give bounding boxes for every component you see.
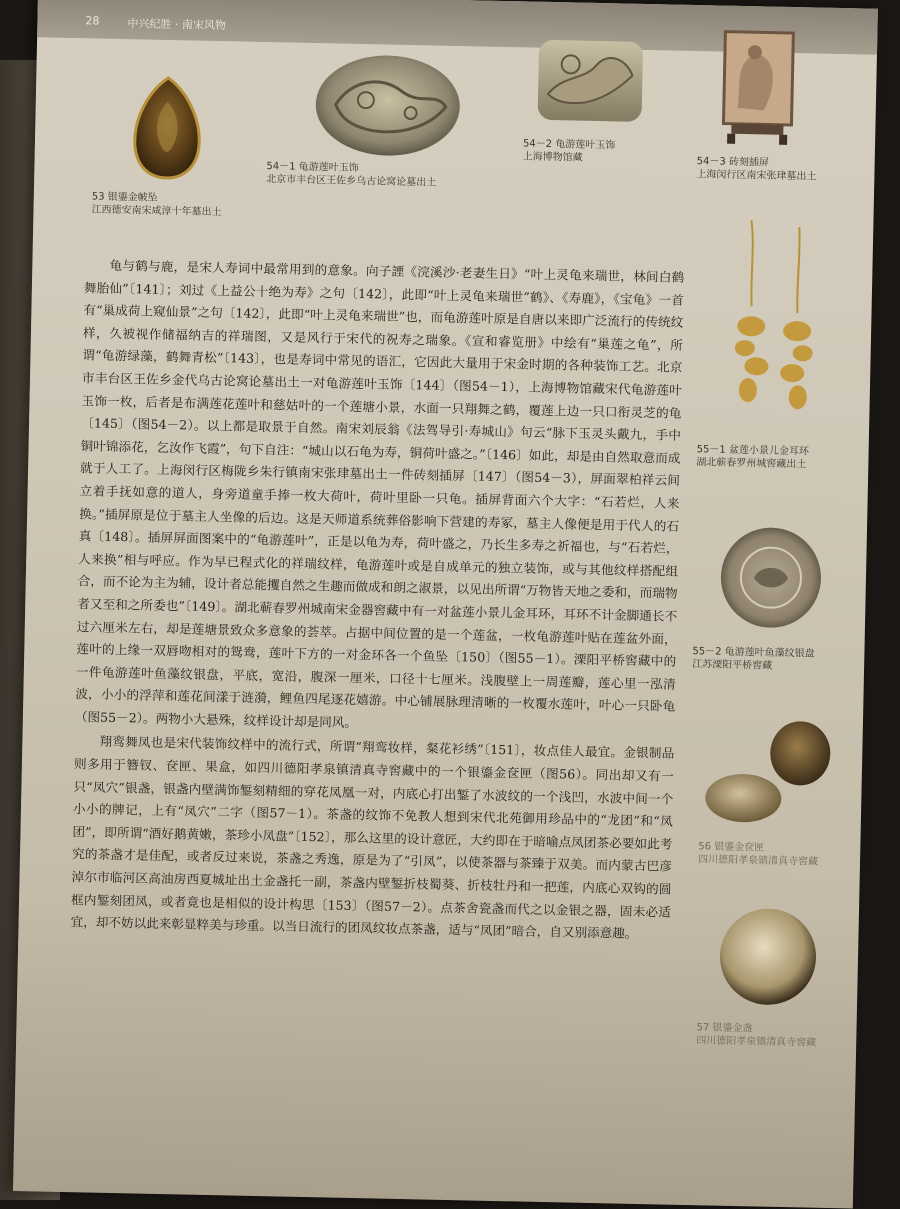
- gilt-silver-box-image: [703, 715, 835, 828]
- figure-54-2-caption: [523, 137, 616, 165]
- page-number: 28: [85, 14, 100, 28]
- figure-57-source: 四川德阳孝泉镇清真寺窖藏: [696, 1035, 817, 1049]
- figure-56-caption: [698, 840, 819, 869]
- figure-54-1-caption: [266, 160, 437, 190]
- figure-54-1-title: 54－1 龟游莲叶玉饰: [266, 161, 359, 174]
- body-paragraph: 翔鸾舞凤也是宋代装饰纹样中的流行式，所谓“翔鸾妆样，粲花衫绣”〔151〕，妆点佳人最宜。金银制品则多用于簪钗、奁匣、果盒，如四川德阳孝泉镇清真寺窖藏中的一个银鎏金奁匣（图56）。同出却又有一只“凤穴”银盏，银盏内壁满饰錾刻精细的穿花凤凰一对，内底心打出錾了水波纹的一个浅凹，水波中间一个小小的牌记，上有“凤穴”二字（图57－1）。茶盏的纹饰不免教人想到宋代北苑御用珍品中的“龙团”和“凤团”，即所谓“酒好鹅黄嫩，茶珍小凤盘”〔152〕，那么这里的设计意匠，大约即在于暗喻点凤团茶必要如此考究的茶盏才是佳配，或者反过来说，茶盏之秀逸，原是为了“引凤”，以使茶器与茶臻于双美。而内蒙古巴彦淖尔市临河区高油房西夏城址出土金盏托一副，茶盏内壁錾折枝蜀葵、折枝牡丹和一把莲，内底心双钩的圆框内錾刻团凤，或者竟也是相似的设计构思〔153〕（图57－2）。点茶舍瓷盏而代之以金银之器，固未必适宜，却不妨以此来彰显粹美与珍重。以当日流行的团凤纹妆点茶盏，适与“凤团”暗合，自又别添意趣。: [70, 734, 675, 942]
- figure-55-2-source: 江苏溧阳平桥窖藏: [692, 659, 773, 672]
- silver-plate-image: [717, 524, 825, 632]
- gilt-silver-pendant-image: [126, 71, 208, 183]
- figure-53-title: 53 银鎏金帔坠: [91, 191, 158, 204]
- figure-53-caption: [91, 190, 222, 219]
- figure-54-1-source: 北京市丰台区王佐乡乌古论窝论墓出土: [266, 174, 437, 189]
- figure-55-1-source: 湖北蕲春罗州城窖藏出土: [696, 457, 807, 471]
- running-title: 中兴纪胜 · 南宋风物: [127, 17, 227, 33]
- article-body: [70, 254, 684, 946]
- figure-55-1-title: 55－1 盆莲小景儿金耳环: [696, 444, 809, 458]
- figure-54-3-caption: [696, 155, 817, 184]
- gilt-silver-cup-image: [717, 906, 819, 1008]
- jade-ornament-2-image: [533, 34, 647, 128]
- figure-56-title: 56 银鎏金奁匣: [698, 841, 765, 854]
- figure-54-3-title: 54－3 砖刻插屏: [696, 156, 770, 169]
- figure-53-source: 江西德安南宋咸淳十年墓出土: [91, 204, 222, 219]
- figure-55-2-caption: [692, 645, 815, 674]
- body-paragraph: 龟与鹤与鹿，是宋人寿词中最常用到的意象。向子諲《浣溪沙·老妻生日》“叶上灵龟来瑞世，林间白鹤舞胎仙”〔141〕；刘过《上益公十绝为寿》之句〔142〕，此即“叶上灵龟来瑞世”鹤》、《寿鹿》，《宝龟》一首有“巢成荷上窥仙景”之句〔142〕，此即“叶上灵龟来瑞世”也，而龟游莲叶原是自唐以来即广泛流行的传统纹样，久被视作储福纳吉的祥瑞图，又是风行于宋代的祝寿之瑞象。《宣和睿览册》中绘有“巢莲之龟”，所谓“龟游绿藻，鹤舞青松”〔143〕，也是寿词中常见的语汇，它因此大量用于宋金时期的各种装饰工艺。北京市丰台区王佐乡金代乌古论窝论墓出土一对龟游莲叶玉饰〔144〕（图54－1），上海博物馆藏宋代龟游莲叶玉饰一枚，后者是布满莲花莲叶和慈姑叶的一个莲塘小景，水面一只翔舞之鹤，覆莲上边一只口衔灵芝的龟〔145〕（图54－2）。以上都是取景于自然。南宋刘辰翁《法驾导引·寿城山》句云“脉下玉灵头戴九，手中铜叶锦添花，乞汝作飞霞”，句下自注：“城山以石龟为寿，铜荷叶盛之。”〔146〕如此，却是由自然取意而成就于人工了。上海闵行区梅陇乡朱行镇南宋张珒墓出土一件砖刻插屏〔147〕（图54－3），屏面翠柏祥云间立着手抚如意的道人，身旁道童手捧一枚大荷叶，荷叶里卧一只龟。插屏背面六个大字：“石若烂，人来换。”插屏原是位于墓主人坐像的后边。这是天师道系统葬俗影响下营建的寿冢，墓主人像便是用于代人的石真〔148〕。插屏屏面图案中的“龟游莲叶”，正是以龟为寿，荷叶盛之，乃长生多寿之祈福也，与“石若烂，人来换”相与呼应。作为早已程式化的祥瑞纹样，龟游莲叶或是自成单元的独立装饰，或与其他纹样搭配组合，而不论为主为辅，设计者总能攫自然之生趣而做成和朗之淑景，以见出所谓“万物皆天地之委和，而瑞物者又至和之所委也”〔149〕。湖北蕲春罗州城南宋金器窖藏中有一对盆莲小景儿金耳环，耳环不计金脚通长不过六厘米左右，却是莲塘景致众多意象的荟萃。占据中间位置的是一个莲盆，一枚龟游莲叶贴在莲盆外面，莲叶的上缘一双唇吻相对的鸳鸯，莲叶下方的一对金环各一个鱼坠〔150〕（图55－1）。溧阳平桥窖藏中的一件龟游莲叶鱼藻纹银盘，平底，宽沿，腹深一厘米，口径十七厘米。浅腹壁上一周莲瓣，莲心里一泓清波，小小的浮萍和莲花间漾于涟漪，鲤鱼四尾逐花嬉游。中心铺展脉理清晰的一枚覆水莲叶，叶心一只卧龟（图55－2）。两物小大悬殊，纹样设计却是同风。: [74, 257, 685, 730]
- jade-ornament-image: [310, 49, 467, 162]
- figure-55-1-caption: [696, 443, 809, 471]
- figure-54-3-source: 上海闵行区南宋张珒墓出土: [696, 169, 817, 183]
- carved-brick-screen-image: [717, 27, 799, 147]
- gold-earrings-image: [717, 216, 831, 428]
- figure-55-2-title: 55－2 龟游莲叶鱼藻纹银盘: [692, 646, 815, 660]
- figure-54-2-title: 54－2 龟游莲叶玉饰: [522, 138, 616, 152]
- figure-56-source: 四川德阳孝泉镇清真寺窖藏: [697, 854, 819, 868]
- figure-57-caption: [696, 1021, 817, 1050]
- book-page: [13, 0, 878, 1209]
- figure-57-title: 57 银鎏金盏: [696, 1022, 753, 1035]
- figure-54-2-source: 上海博物馆藏: [522, 151, 583, 164]
